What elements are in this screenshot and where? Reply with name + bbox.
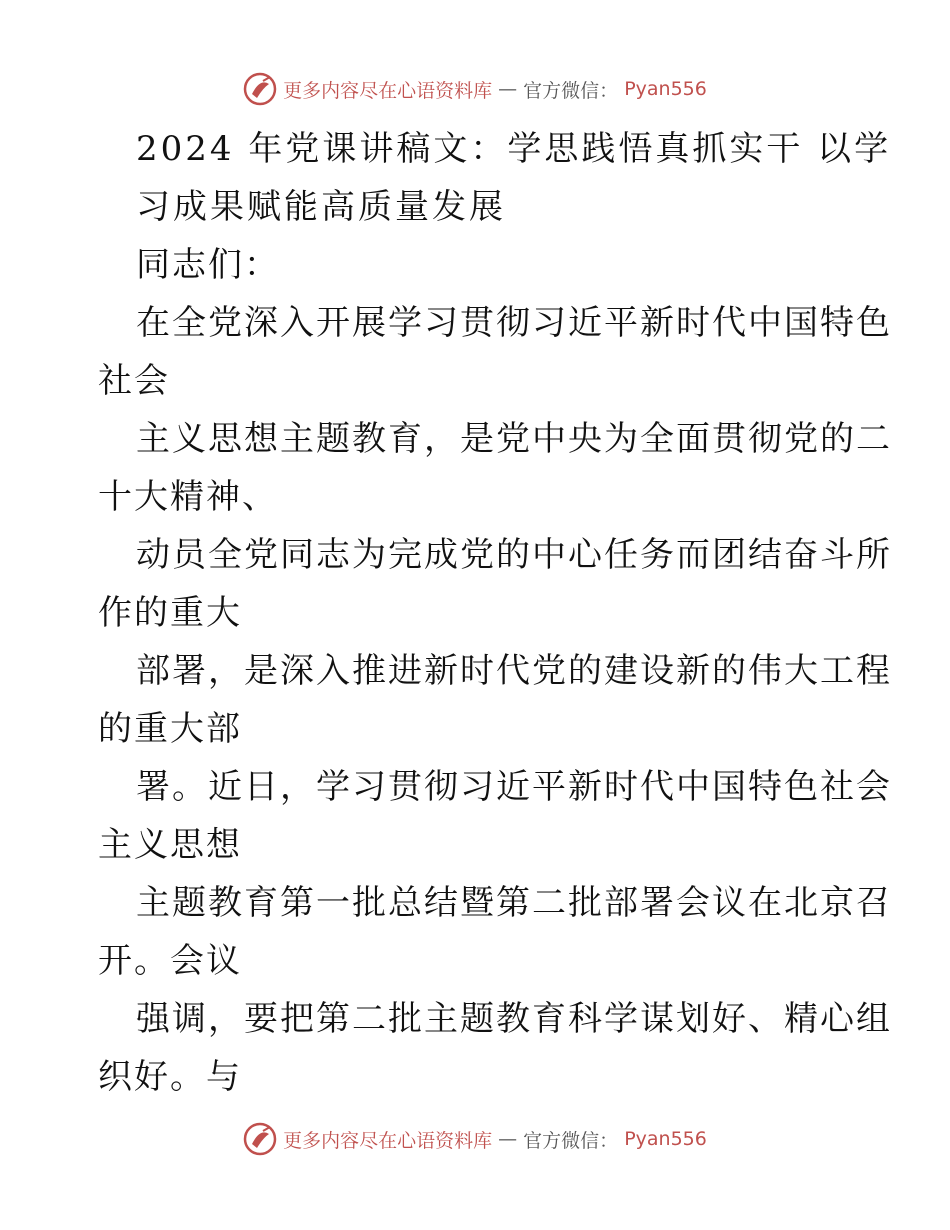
watermark-separator: — [498, 1128, 518, 1150]
body-line: 主题教育第一批总结暨第二批部署会议在北京召 [136, 883, 892, 923]
header-watermark [0, 72, 950, 106]
seal-logo-icon [243, 72, 277, 106]
seal-logo-icon [243, 1122, 277, 1156]
watermark-label: 官方微信： [523, 79, 619, 102]
body-line: 织好。与 [98, 1057, 242, 1097]
watermark-wechat-id: Pyan556 [624, 78, 707, 100]
paragraph-lines [0, 294, 950, 1106]
watermark-text: 更多内容尽在心语资料库 [283, 79, 493, 102]
body-line: 作的重大 [98, 593, 242, 633]
body-line: 强调，要把第二批主题教育科学谋划好、精心组 [136, 999, 892, 1039]
body-line: 动员全党同志为完成党的中心任务而团结奋斗所 [136, 535, 892, 575]
watermark-text: 更多内容尽在心语资料库 [283, 1129, 493, 1152]
body-line: 署。近日，学习贯彻习近平新时代中国特色社会 [136, 767, 892, 807]
document-body [0, 120, 950, 1106]
body-line: 十大精神、 [98, 477, 278, 517]
watermark-separator: — [498, 78, 518, 100]
body-line: 主义思想 [98, 825, 242, 865]
watermark-wechat-id: Pyan556 [624, 1128, 707, 1150]
body-line: 部署，是深入推进新时代党的建设新的伟大工程 [136, 651, 892, 691]
body-line: 开。会议 [98, 941, 242, 981]
salutation: 同志们： [136, 245, 280, 285]
footer-watermark [0, 1122, 950, 1156]
doc-title-line-2: 习成果赋能高质量发展 [136, 187, 506, 227]
body-line: 的重大部 [98, 709, 242, 749]
body-line: 社会 [98, 361, 170, 401]
body-line: 在全党深入开展学习贯彻习近平新时代中国特色 [136, 303, 892, 343]
body-line: 主义思想主题教育，是党中央为全面贯彻党的二 [136, 419, 892, 459]
doc-title-line-1: 2024 年党课讲稿文：学思践悟真抓实干 以学 [136, 129, 892, 169]
watermark-label: 官方微信： [523, 1129, 619, 1152]
